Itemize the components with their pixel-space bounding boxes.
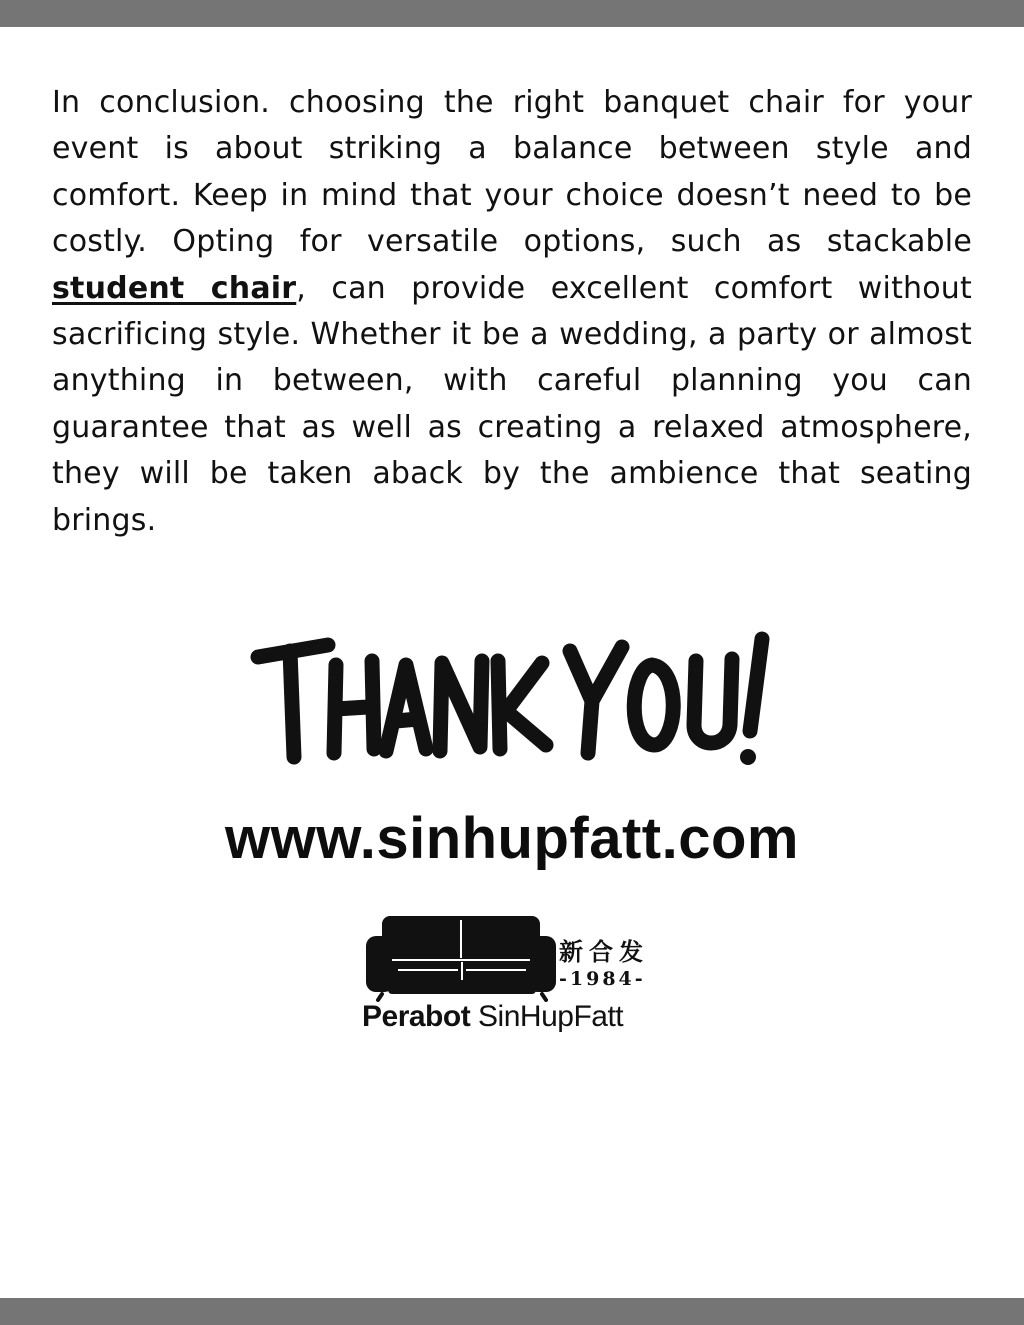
bottom-bar: [0, 1298, 1024, 1325]
conclusion-paragraph: [52, 80, 972, 544]
logo-brand-name: [362, 1000, 662, 1034]
top-bar: [0, 0, 1024, 27]
logo-chinese-name: 新合发: [559, 937, 649, 966]
thank-you-heading: [250, 625, 780, 770]
logo-year: -1984-: [559, 968, 646, 990]
sofa-icon: [362, 910, 562, 1002]
paragraph-text-1: In conclusion. choosing the right banquet chair for your event is about striking a balance between style and comfort. Keep in mind that your choice doesn’t need to be costly. Opting for versatile options, such as stackable: [52, 85, 972, 260]
student-chair-link[interactable]: student chair: [52, 270, 297, 306]
website-url[interactable]: www.sinhupfatt.com: [225, 806, 799, 871]
logo-brand-bold: Perabot: [362, 1000, 471, 1033]
brand-logo: [362, 910, 662, 1040]
paragraph-text-2: , can provide excellent comfort without sacrificing style. Whether it be a wedding, a party or almost anything in between, with careful planning you can guarantee that as well as creating a relaxed atmosphere, they will be taken aback by the ambience that seating brings.: [52, 270, 972, 538]
logo-brand-light: SinHupFatt: [478, 1000, 624, 1033]
